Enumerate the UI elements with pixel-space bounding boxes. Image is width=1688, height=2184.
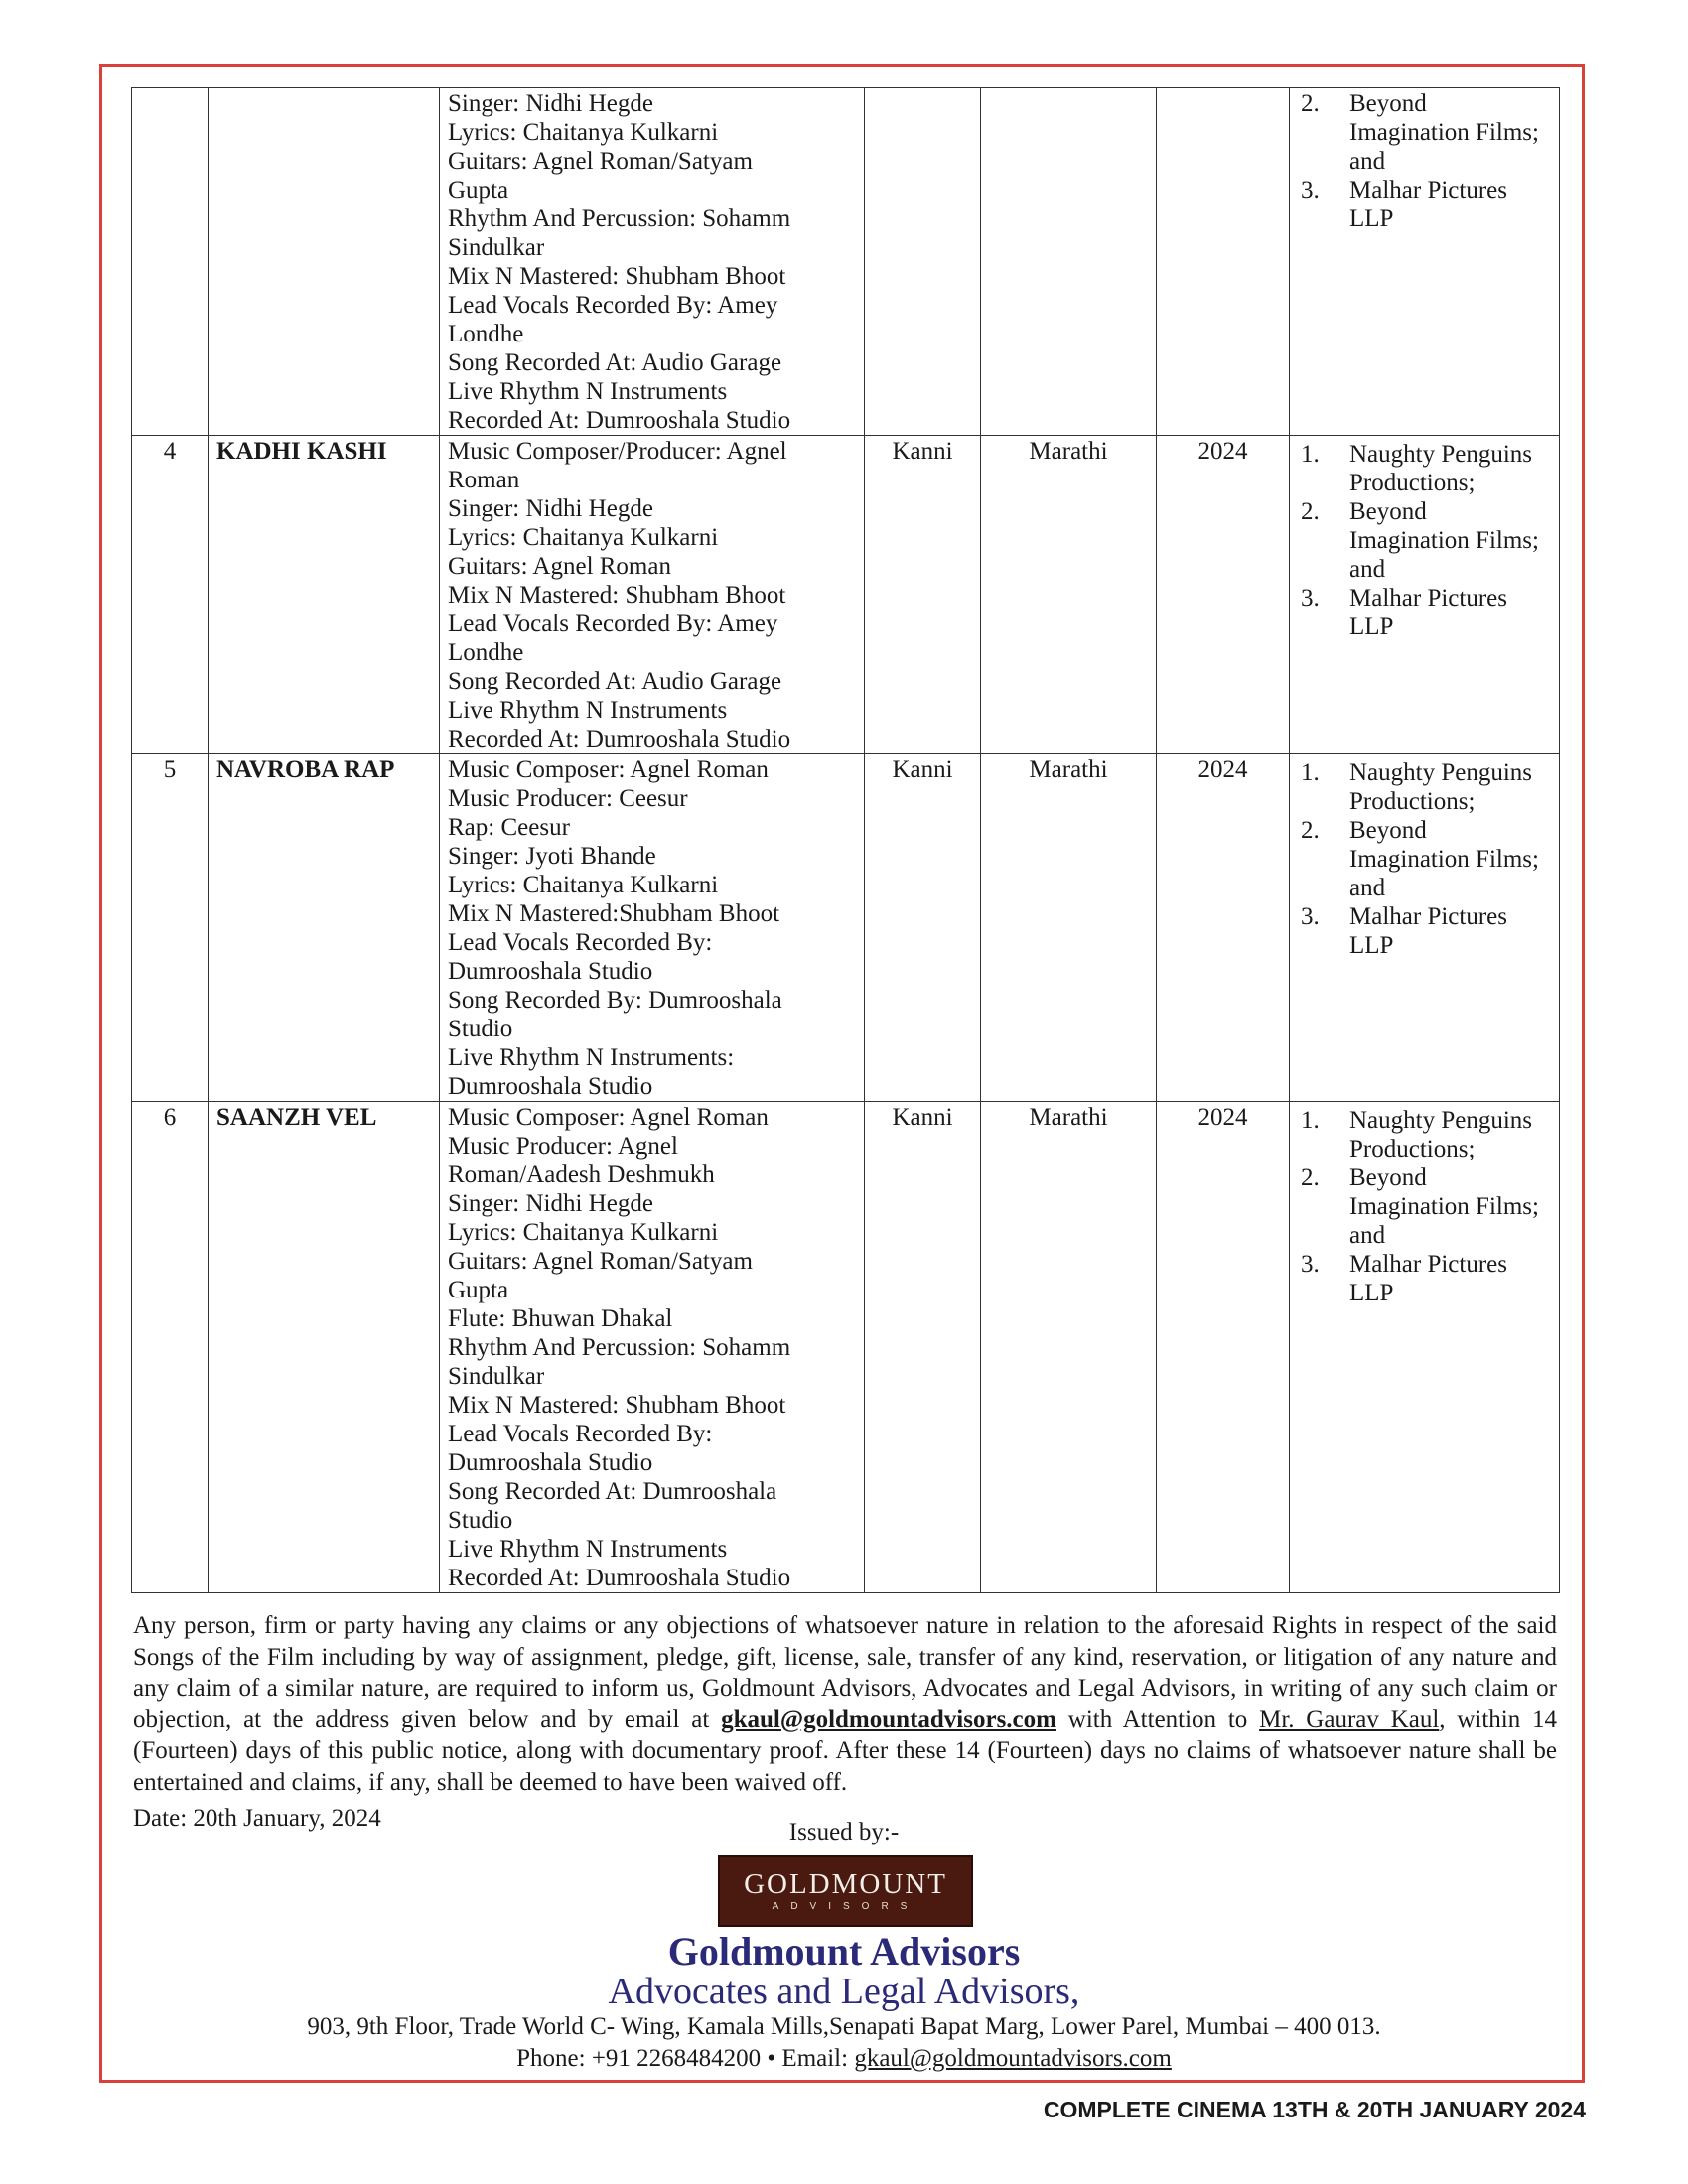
song-credits: [440, 1102, 865, 1593]
owner-item: [1298, 902, 1551, 960]
credit-line: Song Recorded At: Audio Garage: [448, 668, 782, 695]
credit-line: Guitars: Agnel Roman: [448, 553, 671, 580]
credit-line: Lyrics: Chaitanya Kulkarni: [448, 524, 719, 551]
credit-line: Mix N Mastered: Shubham Bhoot: [448, 263, 786, 290]
credit-line: Studio: [448, 1507, 513, 1534]
owner-name: Naughty Penguins Productions;: [1349, 759, 1533, 815]
credit-line: Lyrics: Chaitanya Kulkarni: [448, 1219, 719, 1246]
owner-number: 1.: [1301, 441, 1320, 468]
song-credits: [440, 754, 865, 1102]
owner-item: [1298, 584, 1551, 641]
notice-text-part3: , within 14 (Fourteen) days of this public notice, along with documentary proof. After these 14 (Fourteen) days no claims of whatsoever nature shall be entertained and claims, if any, shall be deemed to have been waived off.: [133, 1706, 1558, 1796]
notice-text-part2: with Attention to: [1067, 1706, 1248, 1733]
credit-line: Live Rhythm N Instruments: [448, 1536, 728, 1563]
film-name: Kanni: [865, 754, 981, 1102]
owner-name: Malhar Pictures LLP: [1349, 1251, 1507, 1306]
song-credits: [440, 436, 865, 754]
credit-line: Lead Vocals Recorded By: Amey: [448, 611, 778, 637]
owner-name: Malhar Pictures LLP: [1349, 177, 1507, 232]
songs-table: [131, 87, 1560, 1593]
public-notice-paragraph: [133, 1610, 1557, 1798]
owner-name: Naughty Penguins Productions;: [1349, 1107, 1533, 1162]
song-title: NAVROBA RAP: [209, 754, 440, 1102]
song-language: Marathi: [981, 436, 1157, 754]
owners-list: [1298, 758, 1551, 960]
owner-item: [1298, 440, 1551, 497]
rights-owners: [1290, 88, 1560, 436]
credit-line: Lead Vocals Recorded By: Amey: [448, 292, 778, 319]
rights-owners: [1290, 754, 1560, 1102]
rights-owners: [1290, 436, 1560, 754]
credit-line: Music Producer: Agnel: [448, 1133, 678, 1160]
song-title: SAANZH VEL: [209, 1102, 440, 1593]
song-language: Marathi: [981, 1102, 1157, 1593]
credit-line: Song Recorded At: Audio Garage: [448, 349, 782, 376]
release-year: 2024: [1157, 754, 1290, 1102]
firm-address: 903, 9th Floor, Trade World C- Wing, Kamala Mills,Senapati Bapat Marg, Lower Parel, Mumbai – 400 013.: [307, 2013, 1381, 2040]
credit-line: Londhe: [448, 321, 524, 347]
credit-line: Singer: Nidhi Hegde: [448, 1190, 653, 1217]
logo-subtitle: ADVISORS: [772, 1901, 919, 1912]
goldmount-logo: [718, 1855, 973, 1927]
credit-line: Roman: [448, 467, 520, 493]
credit-line: Studio: [448, 1016, 513, 1042]
credit-line: Live Rhythm N Instruments: [448, 378, 728, 405]
notice-email-link[interactable]: gkaul@goldmountadvisors.com: [721, 1706, 1056, 1733]
credit-line: Song Recorded At: Dumrooshala: [448, 1478, 777, 1505]
credit-line: Dumrooshala Studio: [448, 1449, 653, 1476]
owner-item: [1298, 1106, 1551, 1163]
credit-line: Gupta: [448, 1277, 509, 1303]
credit-line: Live Rhythm N Instruments:: [448, 1044, 735, 1071]
owners-list: [1298, 1106, 1551, 1307]
credit-line: Guitars: Agnel Roman/Satyam: [448, 148, 753, 175]
credit-line: Singer: Nidhi Hegde: [448, 90, 653, 117]
rights-owners: [1290, 1102, 1560, 1593]
song-title: [209, 88, 440, 436]
firm-email-link[interactable]: gkaul@goldmountadvisors.com: [854, 2045, 1172, 2072]
credit-line: Lead Vocals Recorded By:: [448, 1421, 713, 1447]
credit-line: Singer: Nidhi Hegde: [448, 495, 653, 522]
release-year: 2024: [1157, 436, 1290, 754]
credit-line: Music Producer: Ceesur: [448, 785, 688, 812]
owners-list: [1298, 89, 1551, 233]
owner-name: Beyond Imagination Films; and: [1349, 90, 1539, 175]
songs-table-body: [132, 88, 1560, 1593]
owner-item: [1298, 758, 1551, 816]
credit-line: Roman/Aadesh Deshmukh: [448, 1161, 715, 1188]
notice-date: Date: 20th January, 2024: [133, 1805, 381, 1832]
credit-line: Sindulkar: [448, 234, 545, 261]
credit-line: Song Recorded By: Dumrooshala: [448, 987, 782, 1014]
owner-number: 3.: [1301, 585, 1320, 612]
owner-item: [1298, 89, 1551, 176]
owner-number: 3.: [1301, 1251, 1320, 1278]
film-name: Kanni: [865, 1102, 981, 1593]
credit-line: Singer: Jyoti Bhande: [448, 843, 656, 870]
song-row: [132, 1102, 1560, 1593]
film-name: Kanni: [865, 436, 981, 754]
release-year: 2024: [1157, 1102, 1290, 1593]
owner-name: Beyond Imagination Films; and: [1349, 1164, 1539, 1249]
song-serial-number: 4: [132, 436, 209, 754]
credit-line: Recorded At: Dumrooshala Studio: [448, 407, 791, 434]
owner-number: 3.: [1301, 903, 1320, 930]
credit-line: Dumrooshala Studio: [448, 958, 653, 985]
owner-item: [1298, 176, 1551, 233]
credit-line: Dumrooshala Studio: [448, 1073, 653, 1100]
credit-line: Flute: Bhuwan Dhakal: [448, 1305, 673, 1332]
song-language: Marathi: [981, 754, 1157, 1102]
logo-wordmark: GOLDMOUNT: [744, 1868, 947, 1900]
credit-line: Rhythm And Percussion: Sohamm: [448, 1334, 791, 1361]
credit-line: Gupta: [448, 177, 509, 204]
credit-line: Lyrics: Chaitanya Kulkarni: [448, 872, 719, 898]
song-row: [132, 754, 1560, 1102]
firm-contact: [0, 2045, 1688, 2073]
credit-line: Mix N Mastered: Shubham Bhoot: [448, 582, 786, 609]
owner-name: Beyond Imagination Films; and: [1349, 817, 1539, 901]
credit-line: Music Composer: Agnel Roman: [448, 1104, 769, 1131]
credit-line: Sindulkar: [448, 1363, 545, 1390]
notice-text-part1: Any person, firm or party having any claims or any objections of whatsoever nature in relation to the aforesaid Rights in respect of the said Songs of the Film including by way of assignment, pledge, gift, license, sale, transfer of any kind, reservation, or litigation of any nature and any claim of a similar nature, are required to inform us, Goldmount Advisors, Advocates and Legal Advisors, in writing of any such claim or objection, at the address given below and by email at: [133, 1612, 1557, 1733]
owner-number: 2.: [1301, 498, 1320, 525]
owner-name: Beyond Imagination Films; and: [1349, 498, 1539, 583]
credit-line: Lead Vocals Recorded By:: [448, 929, 713, 956]
song-row: [132, 88, 1560, 436]
credit-line: Live Rhythm N Instruments: [448, 697, 728, 724]
song-language: [981, 88, 1157, 436]
owner-number: 3.: [1301, 177, 1320, 204]
firm-name: Goldmount Advisors: [667, 1929, 1021, 1974]
credit-line: Londhe: [448, 639, 524, 666]
credit-line: Music Composer: Agnel Roman: [448, 756, 769, 783]
owner-name: Malhar Pictures LLP: [1349, 585, 1507, 640]
notice-attention-name: Mr. Gaurav Kaul: [1259, 1706, 1440, 1733]
owner-number: 2.: [1301, 1164, 1320, 1191]
owner-item: [1298, 497, 1551, 584]
song-serial-number: [132, 88, 209, 436]
owner-name: Naughty Penguins Productions;: [1349, 441, 1533, 496]
owner-name: Malhar Pictures LLP: [1349, 903, 1507, 959]
credit-line: Recorded At: Dumrooshala Studio: [448, 1565, 791, 1591]
release-year: [1157, 88, 1290, 436]
owner-item: [1298, 1250, 1551, 1307]
credit-line: Rap: Ceesur: [448, 814, 570, 841]
film-name: [865, 88, 981, 436]
owner-item: [1298, 1163, 1551, 1250]
credit-line: Music Composer/Producer: Agnel: [448, 438, 787, 465]
owner-number: 2.: [1301, 817, 1320, 844]
song-row: [132, 436, 1560, 754]
firm-phone: Phone: +91 2268484200 • Email:: [516, 2045, 849, 2072]
firm-subtitle: Advocates and Legal Advisors,: [608, 1971, 1080, 2012]
issued-by-label: Issued by:-: [788, 1819, 900, 1845]
owner-item: [1298, 816, 1551, 902]
publication-footer: COMPLETE CINEMA 13TH & 20TH JANUARY 2024: [1043, 2097, 1586, 2122]
owner-number: 1.: [1301, 1107, 1320, 1134]
song-serial-number: 6: [132, 1102, 209, 1593]
song-credits: [440, 88, 865, 436]
owners-list: [1298, 440, 1551, 641]
credit-line: Lyrics: Chaitanya Kulkarni: [448, 119, 719, 146]
song-title: KADHI KASHI: [209, 436, 440, 754]
owner-number: 2.: [1301, 90, 1320, 117]
owner-number: 1.: [1301, 759, 1320, 786]
credit-line: Mix N Mastered:Shubham Bhoot: [448, 900, 780, 927]
credit-line: Rhythm And Percussion: Sohamm: [448, 205, 791, 232]
credit-line: Recorded At: Dumrooshala Studio: [448, 726, 791, 752]
credit-line: Guitars: Agnel Roman/Satyam: [448, 1248, 753, 1275]
song-serial-number: 5: [132, 754, 209, 1102]
credit-line: Mix N Mastered: Shubham Bhoot: [448, 1392, 786, 1419]
